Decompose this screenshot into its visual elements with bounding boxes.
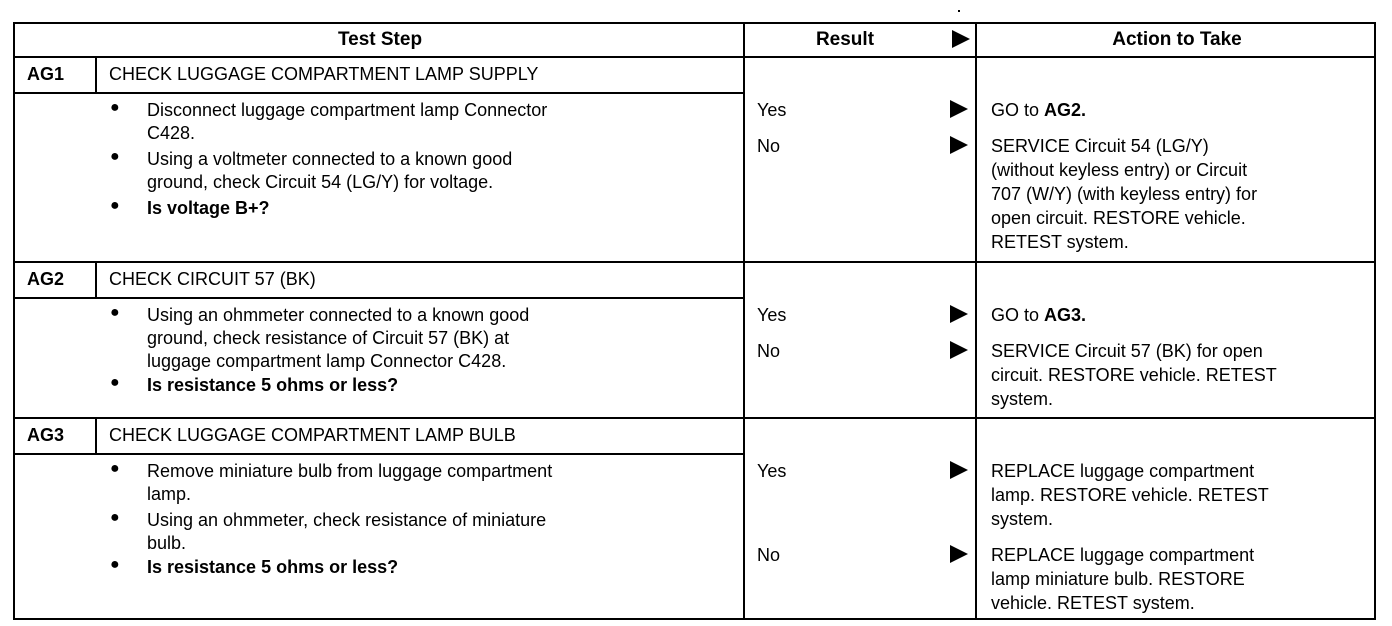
- step-question: Is resistance 5 ohms or less?: [147, 375, 399, 395]
- result-no: No: [757, 136, 781, 156]
- action-text: SERVICE Circuit 54 (LG/Y): [991, 136, 1209, 156]
- step-text: Using an ohmmeter connected to a known good: [147, 305, 530, 325]
- bullet-icon: ●: [110, 374, 120, 391]
- action-text: GO to AG3.: [991, 305, 1087, 325]
- step-id: AG1: [27, 64, 65, 84]
- divider: [15, 297, 743, 299]
- action-text: circuit. RESTORE vehicle. RETEST: [991, 365, 1277, 385]
- step-text: Using an ohmmeter, check resistance of miniature: [147, 510, 547, 530]
- divider: [15, 453, 743, 455]
- step-text: bulb.: [147, 533, 187, 553]
- step-text: lamp.: [147, 484, 192, 504]
- action-text: system.: [991, 509, 1054, 529]
- action-text: lamp. RESTORE vehicle. RETEST: [991, 485, 1269, 505]
- divider: [95, 56, 97, 92]
- divider: [95, 261, 97, 297]
- bullet-icon: ●: [110, 304, 120, 321]
- action-text: vehicle. RETEST system.: [991, 593, 1195, 613]
- diagnostic-table: [13, 22, 1376, 620]
- divider: [15, 261, 1374, 263]
- step-text: ground, check Circuit 54 (LG/Y) for voltage.: [147, 172, 494, 192]
- divider: [975, 24, 977, 618]
- action-text: system.: [991, 389, 1054, 409]
- header-result: Result: [815, 29, 875, 50]
- action-text: GO to AG2.: [991, 100, 1087, 120]
- result-no: No: [757, 341, 781, 361]
- header-test-step: Test Step: [337, 29, 423, 50]
- step-text: luggage compartment lamp Connector C428.: [147, 351, 507, 371]
- action-text: REPLACE luggage compartment: [991, 545, 1255, 565]
- step-text: Using a voltmeter connected to a known good: [147, 149, 513, 169]
- bullet-icon: ●: [110, 99, 120, 116]
- step-id: AG2: [27, 269, 65, 289]
- step-title: CHECK LUGGAGE COMPARTMENT LAMP SUPPLY: [109, 64, 539, 84]
- action-text: 707 (W/Y) (with keyless entry) for: [991, 184, 1258, 204]
- action-text: lamp miniature bulb. RESTORE: [991, 569, 1245, 589]
- divider: [95, 417, 97, 453]
- speck: [958, 10, 960, 12]
- bullet-icon: ●: [110, 197, 120, 214]
- result-yes: Yes: [757, 305, 787, 325]
- step-id: AG3: [27, 425, 65, 445]
- step-question: Is resistance 5 ohms or less?: [147, 557, 399, 577]
- divider: [15, 417, 1374, 419]
- action-text: RETEST system.: [991, 232, 1129, 252]
- result-yes: Yes: [757, 100, 787, 120]
- step-text: Disconnect luggage compartment lamp Connector: [147, 100, 548, 120]
- step-text: C428.: [147, 123, 196, 143]
- divider: [15, 92, 743, 94]
- step-title: CHECK CIRCUIT 57 (BK): [109, 269, 316, 289]
- arrow-icon: [950, 100, 968, 118]
- result-yes: Yes: [757, 461, 787, 481]
- step-title: CHECK LUGGAGE COMPARTMENT LAMP BULB: [109, 425, 516, 445]
- action-text: SERVICE Circuit 57 (BK) for open: [991, 341, 1263, 361]
- arrow-icon: [950, 305, 968, 323]
- header-action: Action to Take: [1112, 29, 1242, 50]
- result-no: No: [757, 545, 781, 565]
- bullet-icon: ●: [110, 556, 120, 573]
- divider: [743, 24, 745, 618]
- step-question: Is voltage B+?: [147, 198, 270, 218]
- divider: [15, 56, 1374, 58]
- step-text: ground, check resistance of Circuit 57 (BK) at: [147, 328, 510, 348]
- action-text: REPLACE luggage compartment: [991, 461, 1255, 481]
- action-text: (without keyless entry) or Circuit: [991, 160, 1248, 180]
- step-text: Remove miniature bulb from luggage compartment: [147, 461, 553, 481]
- bullet-icon: ●: [110, 148, 120, 165]
- header-arrow-icon: [952, 30, 970, 48]
- arrow-icon: [950, 341, 968, 359]
- arrow-icon: [950, 545, 968, 563]
- action-text: open circuit. RESTORE vehicle.: [991, 208, 1246, 228]
- arrow-icon: [950, 136, 968, 154]
- arrow-icon: [950, 461, 968, 479]
- bullet-icon: ●: [110, 460, 120, 477]
- bullet-icon: ●: [110, 509, 120, 526]
